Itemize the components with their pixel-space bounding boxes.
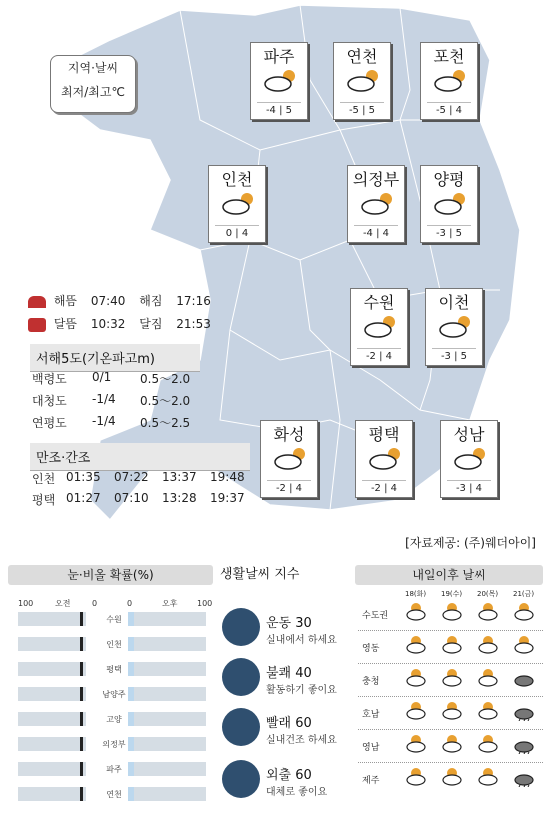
forecast-title: 내일이후 날씨 [355, 565, 543, 585]
pm-bar [134, 637, 206, 651]
city-name: 수원 [363, 293, 395, 312]
tide-time: 19:48 [210, 470, 245, 484]
temp-high: 5 [460, 351, 468, 362]
city-card: 평택 -2 | 4 [355, 420, 413, 498]
am-bar [18, 687, 86, 701]
forecast-day: 21(금) [513, 590, 535, 598]
sea-place: 백령도 [32, 372, 67, 386]
city-name: 양평 [433, 170, 465, 189]
am-bar [18, 787, 86, 801]
am-value-bar [80, 662, 83, 676]
discomfort-icon [222, 658, 260, 696]
temp-low: -2 [275, 483, 286, 494]
pm-bar [134, 787, 206, 801]
rain-region: 파주 [106, 765, 122, 774]
partly-cloudy-icon [433, 190, 469, 216]
city-card: 성남 -3 | 4 [440, 420, 498, 498]
temp-high: 4 [475, 483, 483, 494]
moonrise-time: 10:32 [90, 317, 126, 331]
row-divider [358, 762, 543, 763]
temp-low: -3 [455, 483, 466, 494]
rain-cloud-icon [513, 701, 533, 719]
temp-high: 4 [241, 228, 249, 239]
am-value-bar [80, 762, 83, 776]
city-name: 포천 [433, 47, 465, 66]
am-value-bar [80, 787, 83, 801]
forecast-region: 수도권 [362, 611, 389, 621]
rain-region: 연천 [106, 790, 122, 799]
partly-cloudy-icon [263, 67, 299, 93]
am-value-bar [80, 612, 83, 626]
partly-cloudy-icon [453, 445, 489, 471]
sunny-cloud-icon [441, 668, 461, 686]
forecast-region: 충청 [362, 677, 380, 687]
sunrise-icon [28, 296, 46, 308]
rain-cloud-icon [513, 734, 533, 752]
city-card: 수원 -2 | 4 [350, 288, 408, 366]
map-legend [50, 55, 136, 113]
temp-high: 5 [285, 105, 293, 116]
sea-place: 대청도 [32, 394, 67, 408]
sunny-cloud-icon [441, 734, 461, 752]
legend-line1: 지역·날씨 [67, 61, 119, 75]
sea-row [32, 414, 191, 431]
pm-label: 오후 [162, 599, 178, 608]
city-card: 포천 -5 | 4 [420, 42, 478, 120]
sunny-cloud-icon [441, 701, 461, 719]
am-value-bar [80, 712, 83, 726]
partly-cloudy-icon [438, 313, 474, 339]
city-name: 연천 [346, 47, 378, 66]
temp-low: -2 [365, 351, 376, 362]
pm-bar [134, 737, 206, 751]
life-desc: 실내건조 하세요 [266, 735, 337, 746]
tide-time: 13:37 [162, 470, 197, 484]
sunny-cloud-icon [405, 668, 425, 686]
rain-region: 고양 [106, 715, 122, 724]
temp-low: -4 [362, 228, 373, 239]
am-value-bar [80, 637, 83, 651]
sun-times [28, 292, 211, 309]
sea-row [32, 370, 191, 387]
forecast-region: 영동 [362, 644, 380, 654]
sunny-cloud-icon [477, 602, 497, 620]
temp-high: 4 [295, 483, 303, 494]
city-name: 이천 [438, 293, 470, 312]
legend-line2: 최저/최고℃ [61, 85, 125, 99]
sea-wave: 0.5～2.0 [140, 372, 191, 386]
sunny-cloud-icon [477, 668, 497, 686]
temp-high: 5 [455, 228, 463, 239]
pm-bar [134, 712, 206, 726]
city-card: 양평 -3 | 5 [420, 165, 478, 243]
city-name: 성남 [453, 425, 485, 444]
laundry-icon [222, 708, 260, 746]
partly-cloudy-icon [346, 67, 382, 93]
city-card: 파주 -4 | 5 [250, 42, 308, 120]
rain-region: 평택 [106, 665, 122, 674]
life-item [266, 712, 337, 746]
moonrise-label: 달뜸 [53, 317, 78, 331]
sea-temp: -1/4 [92, 414, 116, 428]
sea-wave: 0.5～2.5 [140, 416, 191, 430]
sunny-cloud-icon [477, 635, 497, 653]
life-item [266, 662, 337, 696]
temp-high: 4 [382, 228, 390, 239]
partly-cloudy-icon [368, 445, 404, 471]
sunny-cloud-icon [405, 602, 425, 620]
city-card: 의정부 -4 | 4 [347, 165, 405, 243]
data-credit: [자료제공: (주)웨더아이] [405, 536, 536, 550]
city-card: 인천 0 | 4 [208, 165, 266, 243]
am-label: 오전 [55, 599, 71, 608]
sunny-cloud-icon [477, 734, 497, 752]
sunny-cloud-icon [477, 701, 497, 719]
city-name: 파주 [263, 47, 295, 66]
axis-zero: 0 [92, 599, 98, 608]
moonset-label: 달짐 [139, 317, 163, 331]
am-bar [18, 762, 86, 776]
temp-high: 4 [455, 105, 463, 116]
forecast-region: 영남 [362, 743, 380, 753]
life-label: 불쾌 40 [266, 666, 312, 681]
pm-bar [134, 687, 206, 701]
rain-region: 수원 [106, 615, 122, 624]
row-divider [358, 729, 543, 730]
sea-place: 연평도 [32, 416, 67, 430]
moon-icon [28, 318, 46, 332]
partly-cloudy-icon [273, 445, 309, 471]
temp-high: 4 [385, 351, 393, 362]
outing-icon [222, 760, 260, 798]
temp-low: -3 [440, 351, 451, 362]
temp-low: -5 [348, 105, 359, 116]
tide-row [32, 491, 245, 508]
row-divider [358, 630, 543, 631]
sea-temp: -1/4 [92, 392, 116, 406]
exercise-icon [222, 608, 260, 646]
tide-time: 01:27 [66, 491, 101, 505]
forecast-day: 19(수) [441, 590, 463, 598]
am-bar [18, 637, 86, 651]
sunset-label: 해짐 [139, 294, 163, 308]
rain-region: 의정부 [102, 740, 126, 749]
tide-time: 19:37 [210, 491, 245, 505]
sunset-time: 17:16 [176, 294, 211, 308]
life-title: 생활날씨 지수 [220, 567, 300, 582]
tide-place: 인천 [32, 472, 56, 486]
sea-row [32, 392, 191, 409]
tide-time: 07:22 [114, 470, 149, 484]
tide-time: 01:35 [66, 470, 101, 484]
partly-cloudy-icon [433, 67, 469, 93]
sunny-cloud-icon [405, 701, 425, 719]
city-card: 연천 -5 | 5 [333, 42, 391, 120]
temp-low: -3 [435, 228, 446, 239]
sea-title: 서해5도(기온파고m) [30, 344, 200, 372]
sunny-cloud-icon [441, 602, 461, 620]
forecast-region: 호남 [362, 710, 380, 720]
axis-zero: 0 [127, 599, 133, 608]
life-desc: 활동하기 좋이요 [266, 685, 337, 696]
city-name: 화성 [273, 425, 305, 444]
sunny-cloud-icon [405, 767, 425, 785]
tide-title: 만조·간조 [30, 443, 250, 471]
am-bar [18, 737, 86, 751]
sea-temp: 0/1 [92, 370, 112, 384]
temp-low: 0 [225, 228, 233, 239]
forecast-region: 제주 [362, 776, 380, 786]
pm-bar [134, 762, 206, 776]
life-label: 빨래 60 [266, 716, 312, 731]
moon-times [28, 315, 211, 332]
city-card: 이천 -3 | 5 [425, 288, 483, 366]
temp-low: -2 [370, 483, 381, 494]
rain-region: 남양주 [102, 690, 126, 699]
moonset-time: 21:53 [176, 317, 211, 331]
sunrise-time: 07:40 [90, 294, 126, 308]
sunny-cloud-icon [513, 602, 533, 620]
axis-100-left: 100 [18, 599, 34, 608]
tide-time: 07:10 [114, 491, 149, 505]
pm-bar [134, 612, 206, 626]
sunrise-label: 해뜸 [53, 294, 78, 308]
life-item [266, 612, 337, 646]
sea-wave: 0.5～2.0 [140, 394, 191, 408]
rain-cloud-icon [513, 767, 533, 785]
city-card: 화성 -2 | 4 [260, 420, 318, 498]
sunny-cloud-icon [441, 767, 461, 785]
tide-time: 13:28 [162, 491, 197, 505]
row-divider [358, 696, 543, 697]
partly-cloudy-icon [360, 190, 396, 216]
tide-row [32, 470, 245, 487]
city-name: 인천 [221, 170, 253, 189]
am-value-bar [80, 737, 83, 751]
city-name: 의정부 [352, 170, 400, 189]
life-label: 운동 30 [266, 616, 312, 631]
sunny-cloud-icon [513, 635, 533, 653]
temp-high: 5 [368, 105, 376, 116]
life-label: 외출 60 [266, 768, 312, 783]
temp-low: -4 [265, 105, 276, 116]
partly-cloudy-icon [363, 313, 399, 339]
sunny-cloud-icon [405, 635, 425, 653]
pm-bar [134, 662, 206, 676]
tide-place: 평택 [32, 493, 56, 507]
temp-high: 4 [390, 483, 398, 494]
life-desc: 실내에서 하세요 [266, 635, 337, 646]
life-desc: 대체로 좋이요 [266, 787, 328, 798]
rain-region: 인천 [106, 640, 122, 649]
cloud-sun-icon [477, 767, 497, 785]
am-bar [18, 662, 86, 676]
am-bar [18, 712, 86, 726]
partly-cloudy-icon [221, 190, 257, 216]
city-name: 평택 [368, 425, 400, 444]
forecast-day: 20(목) [477, 590, 499, 598]
sunny-cloud-icon [441, 635, 461, 653]
axis-100-right: 100 [197, 599, 213, 608]
temp-low: -5 [435, 105, 446, 116]
forecast-day: 18(화) [405, 590, 427, 598]
rain-title: 눈·비올 확률(%) [8, 565, 213, 585]
cloud-icon [513, 668, 533, 686]
life-item [266, 764, 327, 798]
sunny-cloud-icon [405, 734, 425, 752]
am-value-bar [80, 687, 83, 701]
row-divider [358, 663, 543, 664]
am-bar [18, 612, 86, 626]
